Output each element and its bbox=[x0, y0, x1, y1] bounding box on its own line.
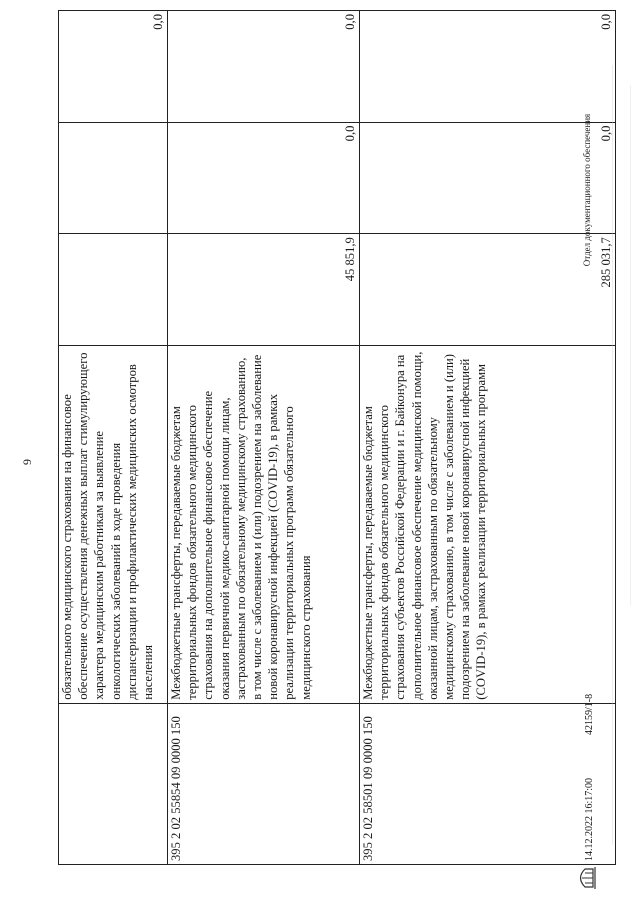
emblem-icon bbox=[573, 865, 599, 891]
department-stamp: Отдел документационного обеспечения bbox=[582, 113, 592, 267]
row-code: 395 2 02 58501 09 0000 150 bbox=[360, 703, 616, 864]
row-code: 395 2 02 55854 09 0000 150 bbox=[168, 703, 360, 864]
row-description: обязательного медицинского страхования на финансовое обеспечение осуществления денежных выплат стимулирующего характера медицинским работникам за выявление онкологических заболеваний в ходе проведения диспансеризации и профилактических медицинских осмотров населения bbox=[59, 345, 168, 703]
row-value-3: 0,0 bbox=[360, 11, 616, 123]
row-value-1 bbox=[59, 234, 168, 346]
row-value-3: 0,0 bbox=[168, 11, 360, 123]
budget-table bbox=[58, 10, 616, 865]
scan-noise-line bbox=[612, 65, 613, 845]
footer-ref: 42159/1-8 bbox=[584, 693, 595, 735]
row-value-2: 0,0 bbox=[360, 122, 616, 234]
row-value-1: 45 851,9 bbox=[168, 234, 360, 346]
table-row bbox=[168, 11, 360, 865]
scan-noise-line bbox=[630, 85, 631, 605]
row-description: Межбюджетные трансферты, передаваемые бюджетам территориальных фондов обязательного медицинского страхования на дополнительное финансовое обеспечение оказания первичной медико-санитарной помощи лицам, застрахованным по обязательному медицинскому страхованию, в том числе с заболеванием и (или) подозрением на заболевание новой коронавирусной инфекцией (COVID-19), в рамках реализации территориальных программ обязательного медицинского страхования bbox=[168, 345, 360, 703]
table-row bbox=[59, 11, 168, 865]
row-code bbox=[59, 703, 168, 864]
table-row bbox=[360, 11, 616, 865]
row-value-3: 0,0 bbox=[59, 11, 168, 123]
row-value-2: 0,0 bbox=[168, 122, 360, 234]
footer-datetime: 14.12.2022 16:17:00 bbox=[584, 777, 595, 861]
row-value-1: 285 031,7 bbox=[360, 234, 616, 346]
page-number: 9 bbox=[20, 459, 34, 465]
row-value-2 bbox=[59, 122, 168, 234]
row-description: Межбюджетные трансферты, передаваемые бюджетам территориальных фондов обязательного медицинского страхования субъектов Российской Федерации и г. Байконура на дополнительное финансовое обеспечение медицинской помощи, оказанной лицам, застрахованным по обязательному медицинскому страхованию, в том числе с заболеванием и (или) подозрением на заболевание новой коронавирусной инфекцией (COVID-19), в рамках реализации территориальных программ bbox=[360, 345, 616, 703]
